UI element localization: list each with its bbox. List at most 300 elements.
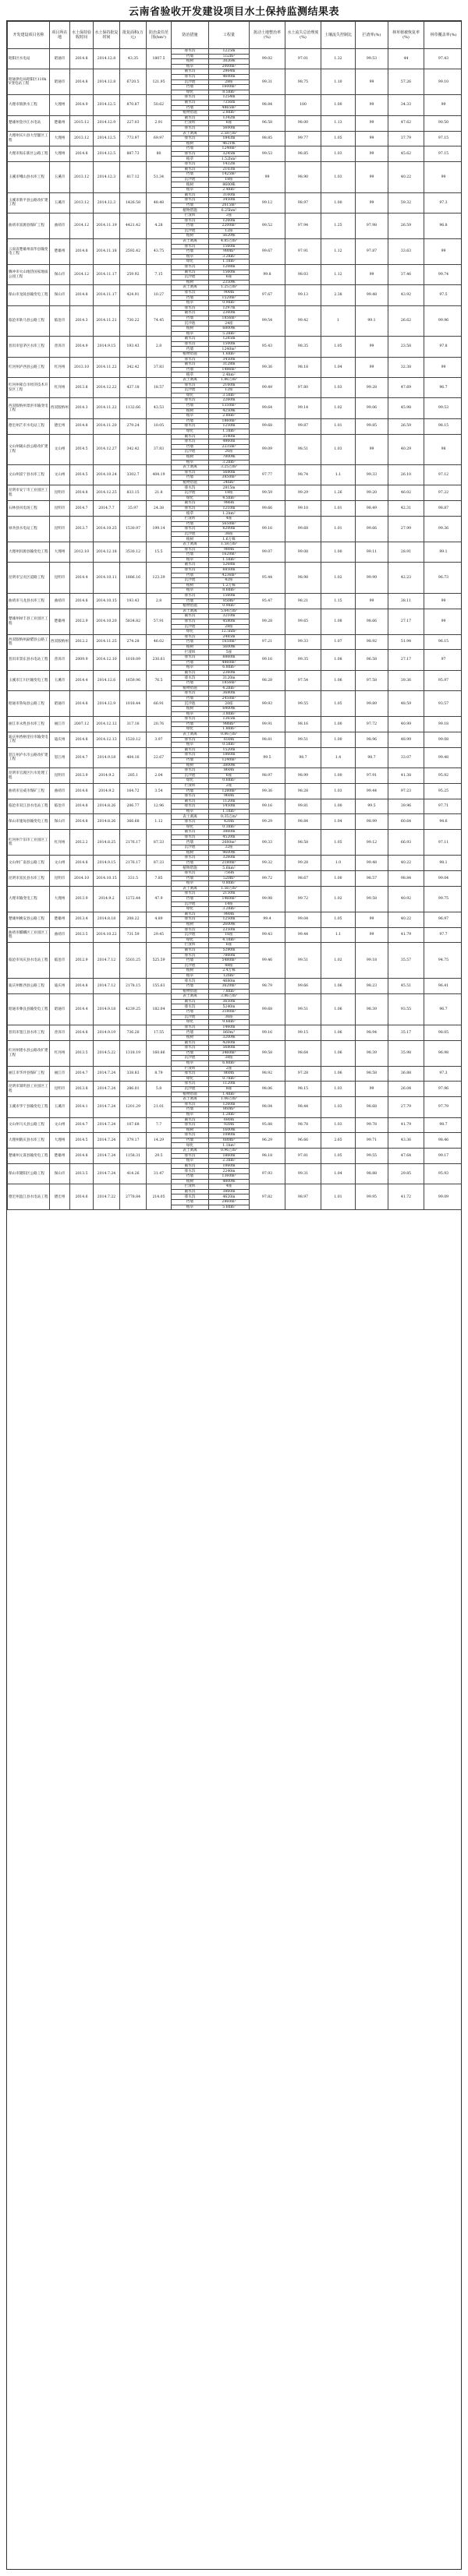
location-cell: 大理州 (50, 146, 70, 162)
measure-cell: 拦渣坝 (172, 517, 209, 522)
investment-cell: 2778.84 (120, 1184, 147, 1210)
table-row (8, 146, 463, 152)
measure-cell: 植物措施 (172, 604, 209, 609)
investment-cell: 35.97 (120, 501, 147, 517)
acceptance-date-cell: 2014.6 (70, 1184, 94, 1210)
land-rehab-rate-cell: 98.79 (250, 979, 285, 994)
vegetation-recovery-rate-cell: 66.93 (388, 830, 424, 856)
investment-cell: 437.18 (120, 378, 147, 398)
vegetation-coverage-cell: 96.97 (424, 912, 463, 927)
debris-retention-rate-cell: 97.91 (356, 768, 388, 784)
location-cell: 曲靖市 (50, 213, 70, 239)
vegetation-coverage-cell: 97.15 (424, 146, 463, 162)
measure-cell: 植草 (172, 1205, 209, 1210)
measure-cell: 植树 (172, 326, 209, 332)
quantity-cell: 3180m³ (209, 1010, 250, 1015)
measure-cell: 植物措施 (172, 480, 209, 485)
table-row (8, 886, 463, 891)
vegetation-recovery-rate-cell: 38.11 (388, 593, 424, 609)
debris-retention-rate-cell: 99 (356, 192, 388, 213)
acceptance-date-cell: 2014.8 (70, 593, 94, 609)
quantity-cell: 3160m (209, 192, 250, 198)
quantity-cell: 2180m³ (209, 860, 250, 866)
table-row (8, 1117, 463, 1123)
measure-cell: 排水沟 (172, 74, 209, 79)
vegetation-recovery-rate-cell: 35.98 (388, 1040, 424, 1066)
measure-cell: 挡墙 (172, 172, 209, 178)
erosion-control-degree-cell: 99.35 (285, 650, 321, 670)
quantity-cell: 0.3hm² (209, 824, 250, 830)
soil-loss-ratio-cell: 2.38 (321, 285, 356, 305)
quantity-cell: 3.2hm² (209, 460, 250, 465)
vegetation-coverage-cell: 97.79 (424, 1097, 463, 1117)
vegetation-recovery-rate-cell: 35.17 (388, 1025, 424, 1040)
quantity-cell: 2.8hm² (209, 414, 250, 419)
area-cell: 22.67 (147, 747, 172, 768)
project-name-cell: 文山州富宁县水库工程 (8, 465, 50, 485)
measure-cell: 挡墙 (172, 85, 209, 90)
acceptance-date-cell: 2012.9 (70, 609, 94, 634)
project-name-cell: 昆明市嵩明县工业园区工程 (8, 1082, 50, 1097)
erosion-control-degree-cell: 99.51 (285, 943, 321, 979)
quantity-cell: 3850m³ (209, 475, 250, 481)
measure-cell: 排水沟 (172, 856, 209, 861)
measure-cell: 沉沙池 (172, 388, 209, 393)
area-cell: 10.05 (147, 418, 172, 434)
measure-cell: 表土剥离 (172, 131, 209, 136)
quantity-cell: 3.2hm² (209, 907, 250, 912)
table-row (8, 634, 463, 640)
measure-cell: 植草 (172, 711, 209, 717)
area-cell: 80 (147, 146, 172, 162)
table-row (8, 378, 463, 383)
measure-cell: 植草 (172, 557, 209, 563)
project-name-cell: 迪庆州香格里拉市输变电工程 (8, 732, 50, 747)
measure-cell: 沉沙池 (172, 275, 209, 281)
table-row (8, 783, 463, 789)
table-row (8, 747, 463, 753)
vegetation-recovery-rate-cell: 27.79 (388, 1097, 424, 1117)
measure-cell: 植树 (172, 280, 209, 285)
measure-cell: 截水沟 (172, 830, 209, 835)
area-cell: 57.91 (147, 609, 172, 634)
soil-loss-ratio-cell: 1.15 (321, 593, 356, 609)
measure-cell: 挡墙 (172, 224, 209, 229)
header-cell: 水土保持验收时间 (70, 22, 94, 49)
investment-cell: 4421.42 (120, 213, 147, 239)
table-row (8, 830, 463, 835)
vegetation-recovery-rate-cell: 44 (388, 49, 424, 69)
measure-cell: 挡墙 (172, 573, 209, 578)
project-name-cell: 昆明市呈贡区道路工程 (8, 563, 50, 594)
quantity-cell: 3800株 (209, 763, 250, 768)
measure-cell: 表土剥离 (172, 994, 209, 1000)
vegetation-recovery-rate-cell: 57.26 (388, 69, 424, 95)
approval-date-cell: 2014.7.24 (94, 1133, 120, 1149)
approval-date-cell: 2014.12.8 (94, 49, 120, 69)
measure-cell: 挡墙 (172, 660, 209, 665)
soil-loss-ratio-cell: 1.13 (321, 115, 356, 131)
measure-cell: 绿化 (172, 1020, 209, 1025)
quantity-cell: 5.6hm² (209, 866, 250, 871)
measure-cell: 挡墙 (172, 984, 209, 990)
erosion-control-degree-cell: 97.80 (285, 378, 321, 398)
vegetation-coverage-cell: 97 (424, 650, 463, 670)
quantity-cell: 2235m³ (209, 444, 250, 450)
quantity-cell: 986m³ (209, 722, 250, 727)
quantity-cell: 2860m³ (209, 1200, 250, 1205)
erosion-control-degree-cell: 98.97 (285, 192, 321, 213)
location-cell: 红河州 (50, 1040, 70, 1066)
land-rehab-rate-cell: 99.91 (250, 717, 285, 732)
debris-retention-rate-cell: 98.39 (356, 994, 388, 1025)
land-rehab-rate-cell: 99.36 (250, 357, 285, 377)
project-name-cell: 昭通市鲁甸县公路工程 (8, 691, 50, 717)
land-rehab-rate-cell: 99.33 (250, 830, 285, 856)
location-cell: 昆明市 (50, 485, 70, 501)
quantity-cell: 3450m (209, 357, 250, 362)
quantity-cell: 2815m (209, 485, 250, 491)
measure-cell: 排水沟 (172, 198, 209, 203)
table-row (8, 1040, 463, 1046)
land-rehab-rate-cell: 99.93 (250, 691, 285, 717)
soil-loss-ratio-cell: 1.04 (321, 1163, 356, 1184)
measure-cell: 沉沙池 (172, 1015, 209, 1020)
quantity-cell: 1500m (209, 341, 250, 347)
acceptance-date-cell: 2014.8 (70, 146, 94, 162)
location-cell: 大理州 (50, 131, 70, 146)
debris-retention-rate-cell: 99 (356, 357, 388, 377)
land-rehab-rate-cell: 99.53 (250, 146, 285, 162)
land-rehab-rate-cell: 95.44 (250, 563, 285, 594)
quantity-cell: 1460m (209, 1025, 250, 1030)
investment-cell: 817.12 (120, 162, 147, 193)
acceptance-date-cell: 2013.5 (70, 1163, 94, 1184)
approval-date-cell: 2014.8.25 (94, 830, 120, 856)
quantity-cell: 2.3hm² (209, 1159, 250, 1164)
erosion-control-degree-cell: 100 (285, 95, 321, 115)
project-name-cell: 曲靖市宣威市煤矿工程 (8, 783, 50, 799)
acceptance-date-cell: 2012.9 (70, 943, 94, 979)
quantity-cell: 42座 (209, 578, 250, 584)
vegetation-coverage-cell: 98.87 (424, 501, 463, 517)
header-cell: 防治责任范围(hm²) (147, 22, 172, 49)
vegetation-recovery-rate-cell: 40.92 (388, 886, 424, 912)
acceptance-date-cell: 2013.8 (70, 1082, 94, 1097)
approval-date-cell: 2014.7.12 (94, 979, 120, 994)
measure-cell: 绿化 (172, 824, 209, 830)
quantity-cell: 1600m³ (209, 85, 250, 90)
soil-loss-ratio-cell: 1 (321, 305, 356, 337)
vegetation-coverage-cell: 97.43 (424, 49, 463, 69)
erosion-control-degree-cell: 99.08 (285, 542, 321, 563)
vegetation-coverage-cell: 99 (424, 593, 463, 609)
investment-cell: 887.73 (120, 146, 147, 162)
erosion-control-degree-cell: 99.68 (285, 517, 321, 542)
quantity-cell: 4680m (209, 979, 250, 984)
acceptance-date-cell: 2013.12 (70, 162, 94, 193)
erosion-control-degree-cell: 97.91 (285, 238, 321, 264)
measure-cell: 截水沟 (172, 1040, 209, 1046)
quantity-cell: 4800株 (209, 1179, 250, 1184)
measure-cell: 排水沟 (172, 1004, 209, 1010)
quantity-cell: 3120m (209, 676, 250, 681)
location-cell: 昆明市 (50, 871, 70, 887)
measure-cell: 绿化 (172, 259, 209, 265)
quantity-cell: 3.2hm² (209, 254, 250, 259)
quantity-cell: 1.2hm² (209, 511, 250, 517)
quantity-cell: 3620m³ (209, 984, 250, 990)
table-row (8, 238, 463, 244)
vegetation-coverage-cell: 99.75 (424, 886, 463, 912)
erosion-control-degree-cell: 99.81 (285, 799, 321, 814)
vegetation-recovery-rate-cell: 37.46 (388, 264, 424, 284)
land-rehab-rate-cell: 99.31 (250, 69, 285, 95)
area-cell: 74.45 (147, 305, 172, 337)
vegetation-recovery-rate-cell: 97.23 (388, 783, 424, 799)
area-cell: 43.75 (147, 238, 172, 264)
investment-cell: 1886.16 (120, 563, 147, 594)
measure-cell: 植树 (172, 454, 209, 460)
acceptance-date-cell: 2014.5 (70, 434, 94, 465)
area-cell: 24.38 (147, 501, 172, 517)
land-rehab-rate-cell: 98.06 (250, 1082, 285, 1097)
acceptance-date-cell: 2014.5 (70, 1133, 94, 1149)
quantity-cell: 14座 (209, 902, 250, 907)
area-cell: 21.01 (147, 1097, 172, 1117)
project-name-cell: 昆明市安宁市工业园区工程 (8, 485, 50, 501)
quantity-cell: 5650m³ (209, 521, 250, 527)
measure-cell: 排水沟 (172, 218, 209, 224)
erosion-control-degree-cell: 99.33 (285, 634, 321, 650)
project-name-cell: 楚雄州金沙江水电站 (8, 115, 50, 131)
quantity-cell: 650m (209, 737, 250, 743)
vegetation-recovery-rate-cell: 34.33 (388, 95, 424, 115)
measure-cell: 沉沙池 (172, 177, 209, 182)
land-rehab-rate-cell: 99.09 (250, 434, 285, 465)
measure-cell: 截水沟 (172, 670, 209, 676)
project-name-cell: 昭通市彝良县输变电工程 (8, 994, 50, 1025)
measure-cell: 排水沟 (172, 439, 209, 445)
erosion-control-degree-cell: 98.98 (285, 563, 321, 594)
measure-cell: 排水沟 (172, 804, 209, 810)
quantity-cell: 0.86万m³ (209, 732, 250, 737)
measure-cell: 排水沟 (172, 547, 209, 552)
erosion-control-degree-cell: 99.15 (285, 1025, 321, 1040)
table-row (8, 609, 463, 614)
quantity-cell: 3650m (209, 999, 250, 1004)
land-rehab-rate-cell: 99.5 (250, 747, 285, 768)
measure-cell: 排水沟 (172, 357, 209, 362)
investment-cell: 317.16 (120, 717, 147, 732)
measure-cell: 排水沟 (172, 917, 209, 923)
debris-retention-rate-cell: 98.92 (356, 634, 388, 650)
investment-cell: 2178.15 (120, 979, 147, 994)
header-cell: 开发建设项目名称 (8, 22, 50, 49)
quantity-cell: 860m (209, 1071, 250, 1077)
quantity-cell: 1.52hm² (209, 157, 250, 162)
debris-retention-rate-cell: 99 (356, 264, 388, 284)
quantity-cell: 1240m³ (209, 347, 250, 352)
debris-retention-rate-cell: 99.11 (356, 542, 388, 563)
quantity-cell: 1450m (209, 804, 250, 810)
quantity-cell: 2864m (209, 69, 250, 75)
acceptance-date-cell: 2014.8 (70, 732, 94, 747)
measure-cell: 植物措施 (172, 1092, 209, 1097)
measure-cell: 植草 (172, 188, 209, 193)
measure-cell: 挡墙 (172, 1010, 209, 1015)
quantity-cell: 7356m (209, 100, 250, 105)
measure-cell: 排水沟 (172, 527, 209, 532)
investment-cell: 870.87 (120, 95, 147, 115)
measure-cell: 沉沙池 (172, 1056, 209, 1061)
erosion-control-degree-cell: 98.84 (285, 814, 321, 830)
measure-cell: 挡墙 (172, 316, 209, 321)
table-row (8, 871, 463, 877)
quantity-cell: 18座 (209, 491, 250, 496)
quantity-cell: 8.6hm² (209, 588, 250, 594)
area-cell: 2.8 (147, 337, 172, 357)
measure-cell: 截水沟 (172, 167, 209, 172)
soil-loss-ratio-cell: 1.00 (321, 192, 356, 213)
vegetation-coverage-cell: 99.10 (424, 69, 463, 95)
project-name-cell: 曲靖市马龙县水库工程 (8, 593, 50, 609)
vegetation-recovery-rate-cell: 48.59 (388, 691, 424, 717)
land-rehab-rate-cell: 95.43 (250, 337, 285, 357)
location-cell: 临沧市 (50, 305, 70, 337)
vegetation-recovery-rate-cell: 36.88 (388, 1066, 424, 1082)
land-rehab-rate-cell: 98.18 (250, 1149, 285, 1164)
acceptance-date-cell: 2013.12 (70, 131, 94, 146)
land-rehab-rate-cell: 99.52 (250, 213, 285, 239)
table-row (8, 927, 463, 933)
vegetation-coverage-cell: 99.1 (424, 542, 463, 563)
soil-loss-ratio-cell: 1.05 (321, 337, 356, 357)
investment-cell: 773.97 (120, 131, 147, 146)
vegetation-coverage-cell: 99.18 (424, 717, 463, 732)
area-cell: 87.33 (147, 830, 172, 856)
approval-date-cell: 2014.7.7 (94, 501, 120, 517)
measure-cell: 植草 (172, 372, 209, 378)
table-row (8, 465, 463, 471)
quantity-cell: 1620m³ (209, 552, 250, 558)
area-cell: 47.9 (147, 886, 172, 912)
vegetation-recovery-rate-cell: 26.10 (388, 465, 424, 485)
investment-cell: 1158.31 (120, 1149, 147, 1164)
acceptance-date-cell: 2015.12 (70, 115, 94, 131)
measure-cell: 沉沙池 (172, 701, 209, 707)
measure-cell: 排水沟 (172, 424, 209, 429)
vegetation-recovery-rate-cell: 47.62 (388, 115, 424, 131)
quantity-cell: 520m³ (209, 876, 250, 881)
land-rehab-rate-cell: 96.58 (250, 115, 285, 131)
quantity-cell: 4260m (209, 1040, 250, 1046)
approval-date-cell: 2014.10.20 (94, 609, 120, 634)
measure-cell: 排水沟 (172, 593, 209, 598)
approval-date-cell: 2014.7.24 (94, 1163, 120, 1184)
acceptance-date-cell: 2014.7 (70, 501, 94, 517)
soil-loss-ratio-cell: 1.04 (321, 814, 356, 830)
debris-retention-rate-cell: 99.18 (356, 943, 388, 979)
debris-retention-rate-cell: 98.58 (356, 1066, 388, 1082)
land-rehab-rate-cell: 99.58 (250, 1040, 285, 1066)
quantity-cell: 1.2万株 (209, 583, 250, 588)
quantity-cell: 4865m³ (209, 105, 250, 111)
vegetation-recovery-rate-cell: 93.55 (388, 994, 424, 1025)
erosion-control-degree-cell: 97.94 (285, 213, 321, 239)
location-cell: 文山州 (50, 1117, 70, 1133)
measure-cell: 排水沟 (172, 1133, 209, 1138)
project-name-cell: 德宏州芒市水电站工程 (8, 418, 50, 434)
approval-date-cell: 2014.7.24 (94, 1149, 120, 1164)
vegetation-recovery-rate-cell: 59.32 (388, 192, 424, 213)
area-cell: 37.83 (147, 357, 172, 377)
table-row (8, 542, 463, 548)
debris-retention-rate-cell: 99 (356, 1082, 388, 1097)
vegetation-recovery-rate-cell: 39.96 (388, 799, 424, 814)
location-cell: 德宏州 (50, 418, 70, 434)
area-cell: 12.96 (147, 799, 172, 814)
table-row (8, 485, 463, 491)
debris-retention-rate-cell: 99.66 (356, 517, 388, 542)
location-cell: 文山州 (50, 465, 70, 485)
measure-cell: 挡墙 (172, 1050, 209, 1056)
measure-cell: 排水沟 (172, 676, 209, 681)
area-cell: 7.7 (147, 1117, 172, 1133)
table-row (8, 357, 463, 362)
measure-cell: 绿化 (172, 937, 209, 943)
debris-retention-rate-cell: 99 (356, 69, 388, 95)
acceptance-date-cell: 2014.8 (70, 783, 94, 799)
erosion-control-degree-cell: 98.7 (285, 747, 321, 768)
debris-retention-rate-cell: 99 (356, 95, 388, 115)
measure-cell: 绿化 (172, 907, 209, 912)
quantity-cell: 48座 (209, 963, 250, 969)
measure-cell: 绿化 (172, 630, 209, 635)
vegetation-coverage-cell: 99 (424, 238, 463, 264)
investment-cell: 342.42 (120, 357, 147, 377)
debris-retention-rate-cell: 96.58 (356, 650, 388, 670)
measure-cell: 排水沟 (172, 341, 209, 347)
area-cell: 48.48 (147, 192, 172, 213)
measure-cell: 排水沟 (172, 125, 209, 131)
acceptance-date-cell: 2014.12 (70, 264, 94, 284)
land-rehab-rate-cell: 99.12 (250, 192, 285, 213)
acceptance-date-cell: 2014.9 (70, 95, 94, 115)
location-cell: 保山市 (50, 814, 70, 830)
quantity-cell: 1.6hm² (209, 352, 250, 358)
vegetation-recovery-rate-cell: 48.99 (388, 732, 424, 747)
soil-loss-ratio-cell: 1.08 (321, 650, 356, 670)
quantity-cell: 24座 (209, 321, 250, 326)
measure-cell: 截水沟 (172, 614, 209, 619)
table-row (8, 131, 463, 136)
soil-loss-ratio-cell: 1.07 (321, 634, 356, 650)
vegetation-coverage-cell: 95.25 (424, 783, 463, 799)
quantity-cell: 0.35万m³ (209, 814, 250, 820)
quantity-cell: 6座 (209, 121, 250, 126)
soil-loss-ratio-cell: 1.06 (321, 1025, 356, 1040)
approval-date-cell: 2014.12.6 (94, 670, 120, 690)
measure-cell: 挡墙 (172, 105, 209, 111)
quantity-cell: 2240m (209, 1169, 250, 1174)
quantity-cell: 1.06万m³ (209, 1097, 250, 1103)
location-cell: 昭通市 (50, 49, 70, 69)
debris-retention-rate-cell: 99 (356, 593, 388, 609)
location-cell: 昆明市 (50, 563, 70, 594)
measure-cell: 排水沟 (172, 383, 209, 388)
vegetation-recovery-rate-cell: 40.22 (388, 912, 424, 927)
